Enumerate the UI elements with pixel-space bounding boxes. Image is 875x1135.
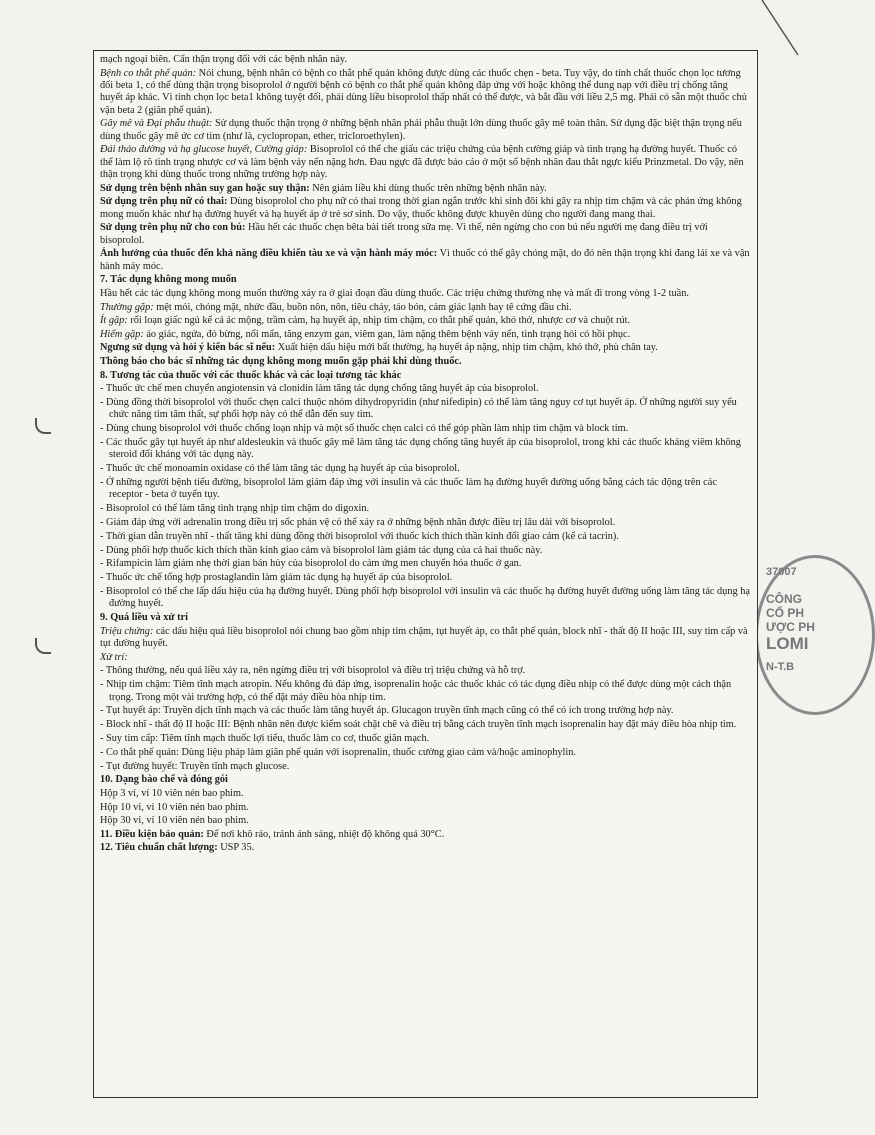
breastfeeding-text: Hầu hết các thuốc chẹn bêta bài tiết trong sữa mẹ. Vì thế, nên ngừng cho con bú nếu người mẹ đang điều trị với bisoprolol. [100, 222, 708, 246]
driving-text: Vì thuốc có thể gây chóng mặt, do đó nên thận trọng khi đang lái xe và vận hành máy móc. [100, 248, 750, 272]
stop-use-text: Xuất hiện dấu hiệu mới bất thường, hạ huyết áp nặng, nhịp tim chậm, khó thở, phù chân tay. [275, 342, 658, 354]
driving-label: Ảnh hưởng của thuốc đến khả năng điều khiển tàu xe và vận hành máy móc: [100, 248, 438, 260]
list-item: - Co thắt phế quản: Dùng liệu pháp làm giãn phế quản với isoprenalin, thuốc cường giao cảm và/hoặc aminophylin. [100, 746, 576, 758]
storage-paragraph [100, 829, 751, 841]
stamp-line: 37007 [766, 566, 797, 578]
bronchospasm-text: Nói chung, bệnh nhân có bệnh co thắt phế quản không được dùng các thuốc chẹn - beta. Tuy vậy, do tính chất thuốc chọn lọc tương đối beta 1, có thể dùng thận trọng bisoprolol ở người bệnh có bệnh co thắt phế quản không đáp ứng với hoặc không thể dung nạp với điều trị chống tăng huyết áp khác. Vì tính chọn lọc beta1 không tuyệt đối, phải dùng liều bisoprolol thấp nhất có thể được, và bắt đầu với liều 2,5 mg. Phải có sẵn một thuốc chủ vận beta 2 (giãn phế quản). [100, 67, 747, 116]
uncommon-effects-paragraph [100, 315, 751, 327]
stop-use-label: Ngưng sử dụng và hỏi ý kiến bác sĩ nếu: [100, 342, 276, 354]
uncommon-effects-label: Ít gặp: [100, 315, 128, 327]
package-item: Hộp 3 vỉ, vỉ 10 viên nén bao phim. [100, 787, 244, 799]
interactions-list [100, 383, 751, 611]
liver-kidney-label: Sử dụng trên bệnh nhân suy gan hoặc suy thận: [100, 182, 310, 194]
section-7-heading: 7. Tác dụng không mong muốn [100, 274, 237, 286]
common-effects-text: mệt mỏi, chóng mặt, nhức đầu, buồn nôn, nôn, tiêu chảy, táo bón, cảm giác lạnh hay tê cứng đầu chi. [153, 301, 572, 313]
stamp-line: CỔ PH [766, 606, 805, 620]
pregnancy-paragraph [100, 196, 751, 221]
rare-effects-label: Hiếm gặp: [100, 328, 144, 340]
list-item: - Bisoprolol có thể che lấp dấu hiệu của hạ đường huyết. Dùng phối hợp bisoprolol với insulin và các thuốc hạ đường huyết đường uống làm tăng tác dụng hạ đường huyết. [100, 585, 750, 610]
side-effects-intro: Hầu hết các tác dụng không mong muốn thường xảy ra ở giai đoạn đầu dùng thuốc. Các triệu chứng thường nhẹ và mất đi trong vòng 1-2 tuần. [100, 288, 689, 299]
stamp-line: CÔNG [766, 592, 802, 606]
corner-fold-line [760, 0, 800, 60]
rare-effects-paragraph [100, 329, 751, 341]
liver-kidney-paragraph [100, 183, 751, 195]
rare-effects-text: ảo giác, ngứa, đỏ bừng, nổi mẩn, tăng enzym gan, viêm gan, làm nặng thêm bệnh vảy nến, tình trạng hói có hồi phục. [143, 328, 631, 340]
company-stamp [755, 555, 875, 715]
overdose-symptoms-label: Triệu chứng: [100, 625, 154, 637]
diabetes-label: Đái tháo đường và hạ glucose huyết, Cường giáp: [100, 144, 308, 156]
pregnancy-text: Dùng bisoprolol cho phụ nữ có thai trong thời gian ngắn trước khi sinh đôi khi gây ra nhịp tim chậm và các phản ứng không mong muốn khác như hạ đường huyết và hạ huyết áp ở trẻ sơ sinh. Do vậy, thuốc không được khuyên dùng cho người đang mang thai. [100, 196, 742, 220]
list-item: - Giảm đáp ứng với adrenalin trong điều trị sốc phản vệ có thể xảy ra ở những bệnh nhân được điều trị lâu dài với bisoprolol. [100, 516, 616, 528]
storage-label: 11. Điều kiện bảo quản: [100, 828, 204, 840]
list-item: - Nhịp tim chậm: Tiêm tĩnh mạch atropin. Nếu không đủ đáp ứng, isoprenalin hoặc các thuốc khác có tác dụng điều nhịp có thể được dùng một cách thận trọng. Trong một vài trường hợp, có thể đặt máy điều hòa nhịp tim. [100, 679, 732, 703]
list-item: - Suy tim cấp: Tiêm tĩnh mạch thuốc lợi tiểu, thuốc làm co cơ, thuốc giãn mạch. [100, 732, 430, 744]
intro-paragraph: mạch ngoại biên. Cẩn thận trọng đối với các bệnh nhân này. [100, 54, 347, 65]
breastfeeding-paragraph [100, 222, 751, 247]
quality-standard-paragraph [100, 842, 751, 854]
list-item: - Thuốc ức chế tổng hợp prostaglandin làm giảm tác dụng hạ huyết áp của bisoprolol. [100, 572, 453, 584]
overdose-treatment-label: Xử trí: [100, 651, 128, 663]
list-item: - Block nhĩ - thất độ II hoặc III: Bệnh nhân nên được kiểm soát chặt chẽ và điều trị bằng cách truyền tĩnh mạch isoprenalin hay đặt máy điều hòa nhịp tim. [100, 719, 737, 731]
punch-hole-mark-bottom [35, 638, 51, 654]
bronchospasm-label: Bệnh co thắt phế quản: [100, 67, 197, 79]
stamp-line: N-T.B [766, 661, 795, 673]
section-9-heading: 9. Quá liều và xử trí [100, 612, 188, 624]
anesthesia-text: Sử dụng thuốc thận trọng ở những bệnh nhân phải phẫu thuật lớn dùng thuốc gây mê toàn thân. Sử dụng đặc biệt thận trọng nếu dùng thuốc gây mê ức cơ tim (như là, cyclopropan, ether, tricloroethylen). [100, 118, 742, 142]
list-item: - Các thuốc gây tụt huyết áp như aldesleukin và thuốc gây mê làm tăng tác dụng chống tăng huyết áp của bisoprolol, trong khi các thuốc kháng viêm không steroid đối kháng với tác dụng này. [100, 436, 741, 461]
package-item: Hộp 10 vỉ, vỉ 10 viên nén bao phim. [100, 801, 249, 813]
stamp-line: ƯỢC PH [766, 620, 815, 634]
list-item: - Tụt đường huyết: Truyền tĩnh mạch glucose. [100, 760, 290, 772]
list-item: - Bisoprolol có thể làm tăng tình trạng nhịp tim chậm do digoxin. [100, 503, 370, 515]
list-item: - Thông thường, nếu quá liều xảy ra, nên ngừng điều trị với bisoprolol và điều trị triệu chứng và hỗ trợ. [100, 665, 526, 677]
notify-doctor-text: Thông báo cho bác sĩ những tác dụng không mong muốn gặp phải khi dùng thuốc. [100, 355, 462, 367]
breastfeeding-label: Sử dụng trên phụ nữ cho con bú: [100, 222, 246, 234]
liver-kidney-text: Nên giảm liều khi dùng thuốc trên những bệnh nhân này. [309, 182, 547, 194]
common-effects-label: Thường gặp: [100, 301, 154, 313]
overdose-symptoms-text: các dấu hiệu quá liều bisoprolol nói chung bao gồm nhịp tim chậm, tụt huyết áp, co thắt phế quản, block nhĩ - thất độ II hoặc III, suy tim cấp và tụt đường huyết. [100, 625, 748, 650]
package-item: Hộp 30 vỉ, vỉ 10 viên nén bao phim. [100, 815, 249, 827]
storage-text: Để nơi khô ráo, tránh ánh sáng, nhiệt độ không quá 30°C. [203, 828, 445, 840]
section-10-heading: 10. Dạng bào chế và đóng gói [100, 774, 228, 786]
document-page [93, 50, 758, 1098]
punch-hole-mark-top [35, 418, 51, 434]
pregnancy-label: Sử dụng trên phụ nữ có thai: [100, 196, 228, 208]
list-item: - Thuốc ức chế men chuyển angiotensin và clonidin làm tăng tác dụng chống tăng huyết áp của bisoprolol. [100, 383, 539, 395]
diabetes-paragraph [100, 144, 751, 181]
quality-standard-text: USP 35. [217, 842, 255, 854]
list-item: - Ở những người bệnh tiểu đường, bisoprolol làm giảm đáp ứng với insulin và các thuốc làm hạ đường huyết đường uống bằng cách tác động trên các receptor - beta ở tuyến tụy. [100, 476, 717, 501]
section-8-heading: 8. Tương tác của thuốc với các thuốc khác và các loại tương tác khác [100, 369, 402, 381]
list-item: - Dùng chung bisoprolol với thuốc chống loạn nhịp và một số thuốc chẹn calci có thể góp phần làm nhịp tim chậm và block tim. [100, 423, 629, 435]
diabetes-text: Bisoprolol có thể che giấu các triệu chứng của bệnh cường giáp và tình trạng hạ đường huyết. Thuốc có thể làm lộ rõ tình trạng nhược cơ và làm bệnh vảy nến nặng hơn. Đau ngực đã được báo cáo ở một số bệnh nhân đau thắt ngực kiểu Prinzmetal. Do vậy, nên thận trọng khi dùng thuốc trong những trường hợp này. [100, 144, 744, 181]
list-item: - Thời gian dẫn truyền nhĩ - thất tăng khi dùng đồng thời bisoprolol với thuốc kích thích thần kinh đối giao cảm (kể cả tacrin). [100, 530, 619, 542]
list-item: - Tụt huyết áp: Truyền dịch tĩnh mạch và các thuốc làm tăng huyết áp. Glucagon truyền tĩnh mạch cũng có thể có ích trong trường hợp này. [100, 705, 674, 717]
driving-paragraph [100, 248, 751, 273]
anesthesia-label: Gây mê và Đại phẫu thuật: [100, 118, 213, 130]
list-item: - Rifampicin làm giảm nhẹ thời gian bán hủy của bisoprolol do cảm ứng men chuyển hóa thuốc ở gan. [100, 558, 522, 570]
bronchospasm-paragraph [100, 68, 751, 118]
stamp-line: LOMI [766, 634, 809, 653]
common-effects-paragraph [100, 302, 751, 314]
quality-standard-label: 12. Tiêu chuẩn chất lượng: [100, 842, 218, 854]
list-item: - Thuốc ức chế monoamin oxidase có thể làm tăng tác dụng hạ huyết áp của bisoprolol. [100, 463, 460, 475]
uncommon-effects-text: rối loạn giấc ngủ kể cả ác mộng, trầm cảm, hạ huyết áp, nhịp tim chậm, co thắt phế quản, khó thở, nhược cơ và chuột rút. [127, 315, 631, 327]
overdose-treatment-list [100, 665, 751, 773]
list-item: - Dùng phối hợp thuốc kích thích thần kinh giao cảm và bisoprolol làm giảm tác dụng của cả hai thuốc này. [100, 544, 543, 556]
overdose-symptoms-paragraph [100, 626, 751, 651]
document-content [100, 54, 751, 855]
anesthesia-paragraph [100, 118, 751, 143]
list-item: - Dùng đồng thời bisoprolol với thuốc chẹn calci thuộc nhóm dihydropyridin (như nifedipin) có thể làm tăng nguy cơ tụt huyết áp. Ở những người suy yếu chức năng tim tâm thất, sự phối hợp này có thể dẫn đến suy tim. [100, 396, 737, 421]
stop-use-paragraph [100, 342, 751, 354]
